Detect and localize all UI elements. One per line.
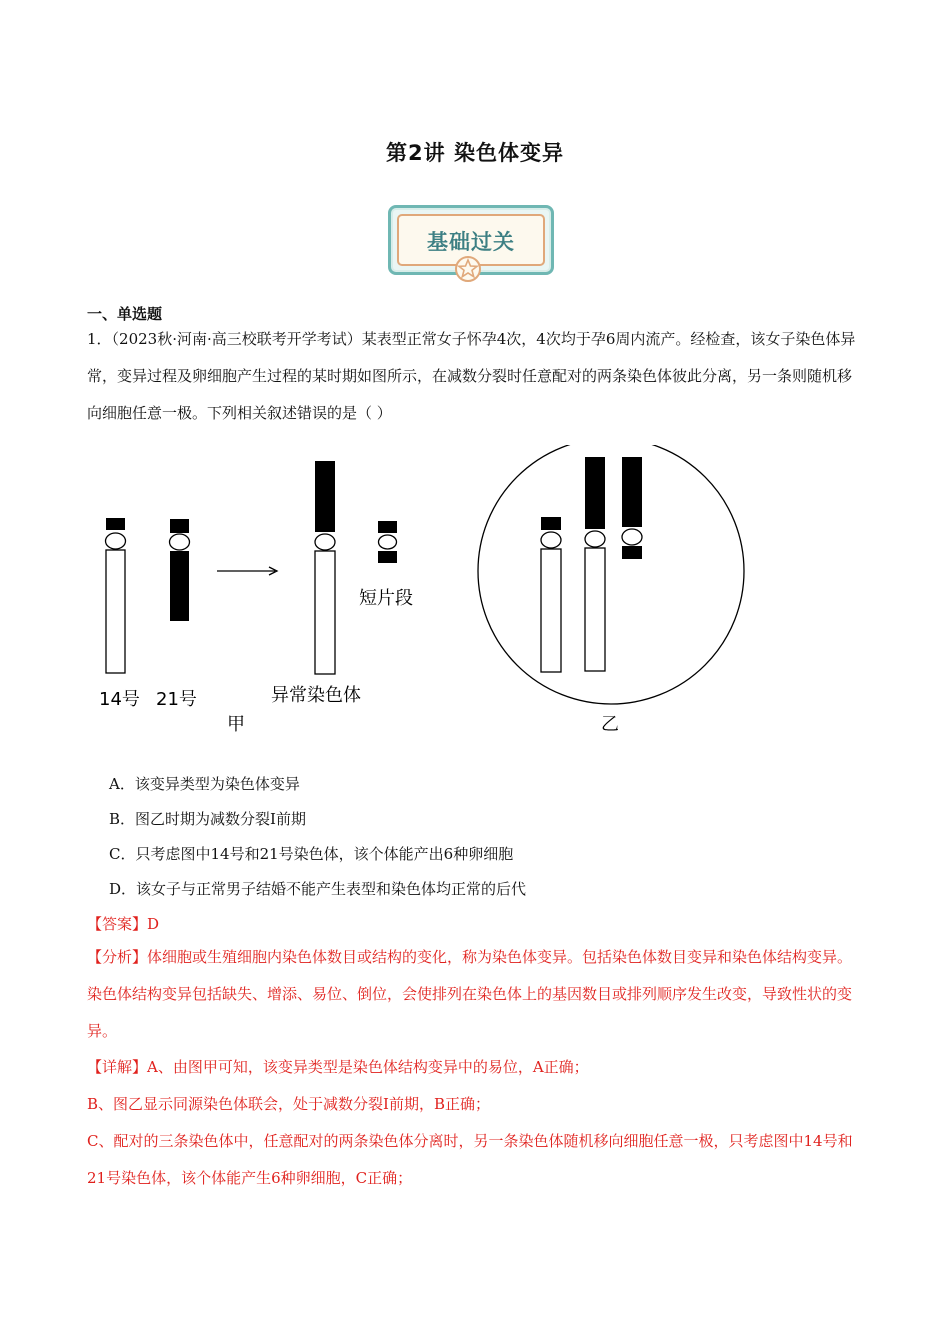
option-d: D．该女子与正常男子结婚不能产生表型和染色体均正常的后代 — [109, 880, 527, 898]
detail-line-a — [87, 1049, 863, 1086]
arrow-icon — [217, 567, 277, 575]
detail-tag: 【详解】 — [87, 1058, 148, 1076]
label-short-fragment: 短片段 — [359, 588, 413, 609]
analysis-block — [87, 939, 863, 1050]
answer-value: D — [147, 915, 160, 933]
short-fragment — [378, 521, 397, 563]
answer-line — [87, 913, 159, 934]
label-abnormal: 异常染色体 — [271, 685, 361, 706]
detail-line-b: B、图乙显示同源染色体联会，处于减数分裂Ⅰ前期，B正确； — [87, 1095, 490, 1113]
detail-line-c: C、配对的三条染色体中，任意配对的两条染色体分离时，另一条染色体随机移向细胞任意一极，只考虑图中14号和21号染色体，该个体能产生6种卵细胞，C正确； — [87, 1132, 853, 1187]
section-badge — [386, 203, 552, 283]
detail-text-a: A、由图甲可知，该变异类型是染色体结构变异中的易位，A正确； — [147, 1058, 589, 1076]
analysis-text: 体细胞或生殖细胞内染色体数目或结构的变化，称为染色体变异。包括染色体数目变异和染色体结构变异。 染色体结构变异包括缺失、增添、易位、倒位，会使排列在染色体上的基因数目或排列顺序发生改变，导致性状的变异。 — [87, 948, 853, 1040]
page-title: 第2讲 染色体变异 — [386, 141, 564, 165]
badge-text: 基础过关 — [427, 230, 515, 254]
section-heading: 一、单选题 — [87, 305, 163, 323]
question-text: 1．（2023秋·河南·高三校联考开学考试）某表型正常女子怀孕4次，4次均于孕6周内流产。经检查，该女子染色体异常，变异过程及卵细胞产生过程的某时期如图所示，在减数分裂时任意配对的两条染色体彼此分离，另一条则随机移向细胞任意一极。下列相关叙述错误的是（ ） — [87, 330, 856, 422]
detail-block — [87, 1049, 863, 1197]
option-c: C．只考虑图中14号和21号染色体，该个体能产出6种卵细胞 — [109, 845, 514, 863]
chromosome-21 — [170, 519, 190, 621]
abnormal-chromosome — [315, 461, 335, 674]
chromosome-14 — [106, 518, 126, 673]
answer-tag: 【答案】 — [87, 915, 148, 933]
option-a: A．该变异类型为染色体变异 — [109, 775, 300, 793]
analysis-tag: 【分析】 — [87, 948, 148, 966]
option-b: B．图乙时期为减数分裂Ⅰ前期 — [109, 810, 306, 828]
label-yi: 乙 — [601, 714, 619, 735]
label-21: 21号 — [156, 689, 197, 710]
star-icon — [454, 255, 482, 283]
label-jia: 甲 — [227, 714, 245, 735]
cell-circle — [478, 445, 744, 704]
label-14: 14号 — [99, 689, 140, 710]
chromosome-figure — [87, 445, 757, 745]
